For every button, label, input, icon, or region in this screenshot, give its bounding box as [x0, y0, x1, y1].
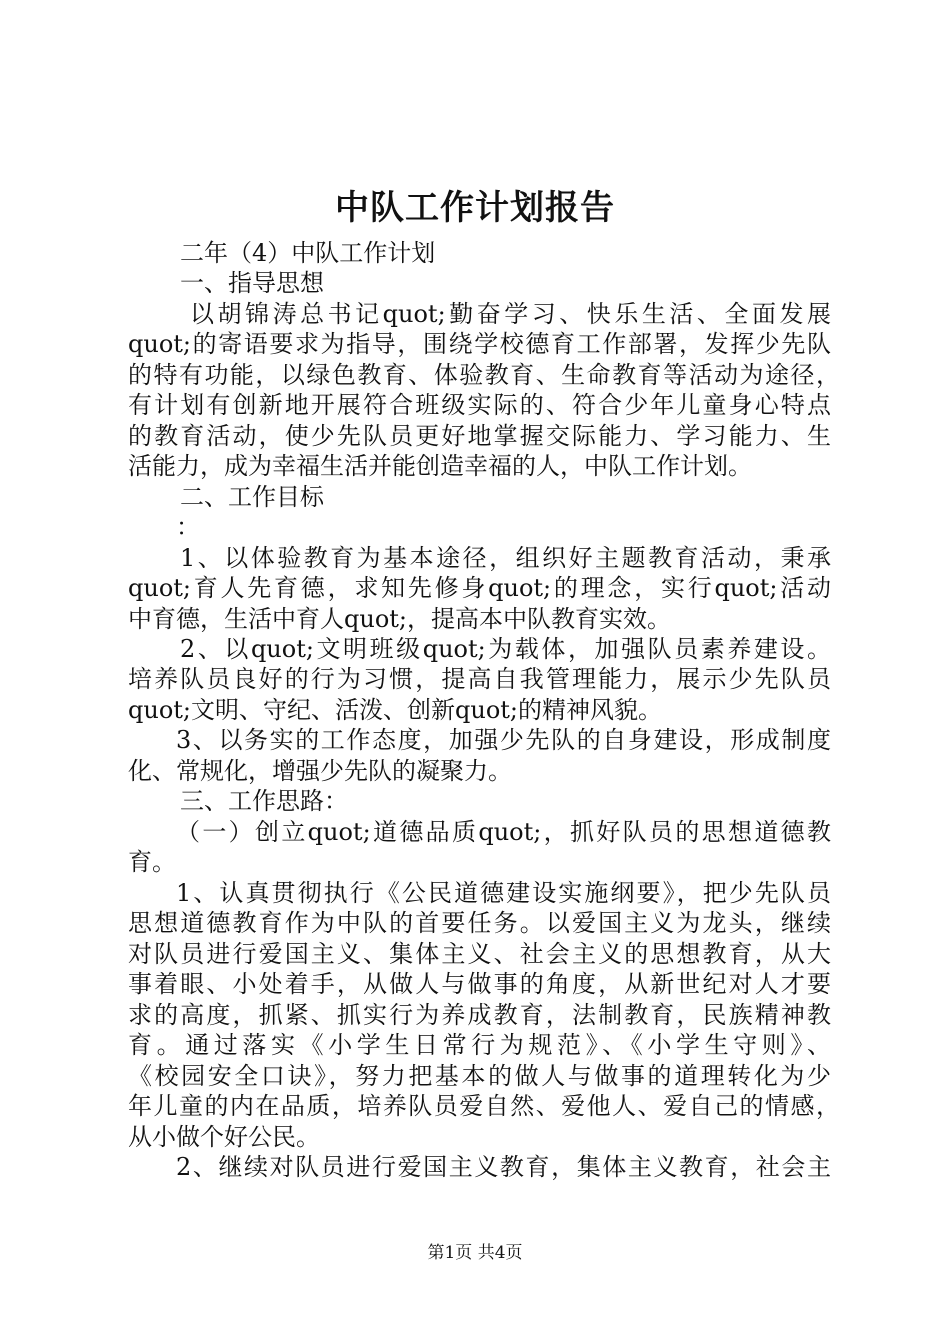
doc-line: quot;育人先育德，求知先修身quot;的理念，实行quot;活动	[128, 574, 831, 602]
doc-line: 二、工作目标	[180, 483, 324, 511]
doc-line: 年儿童的内在品质，培养队员爱自然、爱他人、爱自己的情感，	[128, 1092, 840, 1120]
doc-line: 二年（4）中队工作计划	[180, 239, 436, 267]
doc-line: 的教育活动，使少先队员更好地掌握交际能力、学习能力、生	[128, 422, 831, 450]
doc-line: 有计划有创新地开展符合班级实际的、符合少年儿童身心特点	[128, 391, 831, 419]
page-footer: 第1页 共4页	[427, 1243, 523, 1263]
doc-line: 1、认真贯彻执行《公民道德建设实施纲要》，把少先队员	[176, 879, 831, 907]
doc-line: 3、以务实的工作态度，加强少先队的自身建设，形成制度	[176, 726, 831, 754]
doc-line: 2、以quot;文明班级quot;为载体，加强队员素养建设。	[180, 635, 831, 663]
doc-line: 育。	[128, 848, 176, 876]
doc-line: 以胡锦涛总书记quot;勤奋学习、快乐生活、全面发展	[190, 300, 831, 328]
doc-line: （一）创立quot;道德品质quot;，抓好队员的思想道德教	[176, 818, 831, 846]
doc-line: 事着眼、小处着手，从做人与做事的角度，从新世纪对人才要	[128, 970, 831, 998]
doc-line: 化、常规化，增强少先队的凝聚力。	[128, 757, 512, 785]
doc-line: 育。通过落实《小学生日常行为规范》、《小学生守则》、	[128, 1031, 831, 1059]
doc-line: 活能力，成为幸福生活并能创造幸福的人，中队工作计划。	[128, 452, 752, 480]
doc-line: 1、以体验教育为基本途径，组织好主题教育活动，秉承	[180, 544, 831, 572]
doc-line: 对队员进行爱国主义、集体主义、社会主义的思想教育，从大	[128, 940, 831, 968]
doc-line: 2、继续对队员进行爱国主义教育，集体主义教育，社会主	[176, 1153, 831, 1181]
page-title: 中队工作计划报告	[335, 188, 615, 228]
doc-line: quot;的寄语要求为指导，围绕学校德育工作部署，发挥少先队	[128, 330, 831, 358]
doc-line: 一、指导思想	[180, 269, 324, 297]
doc-line: quot;文明、守纪、活泼、创新quot;的精神风貌。	[128, 696, 662, 724]
doc-line: 思想道德教育作为中队的首要任务。以爱国主义为龙头，继续	[128, 909, 831, 937]
doc-line: 从小做个好公民。	[128, 1123, 320, 1151]
doc-line: 的特有功能，以绿色教育、体验教育、生命教育等活动为途径，	[128, 361, 840, 389]
doc-line: 培养队员良好的行为习惯，提高自我管理能力，展示少先队员	[128, 665, 831, 693]
doc-line: 三、工作思路：	[180, 787, 348, 815]
doc-line: 《校园安全口诀》，努力把基本的做人与做事的道理转化为少	[128, 1062, 831, 1090]
doc-line: 中育德，生活中育人quot;，提高本中队教育实效。	[128, 605, 671, 633]
doc-line: 求的高度，抓紧、抓实行为养成教育，法制教育，民族精神教	[128, 1001, 831, 1029]
doc-line: ：	[176, 513, 200, 541]
